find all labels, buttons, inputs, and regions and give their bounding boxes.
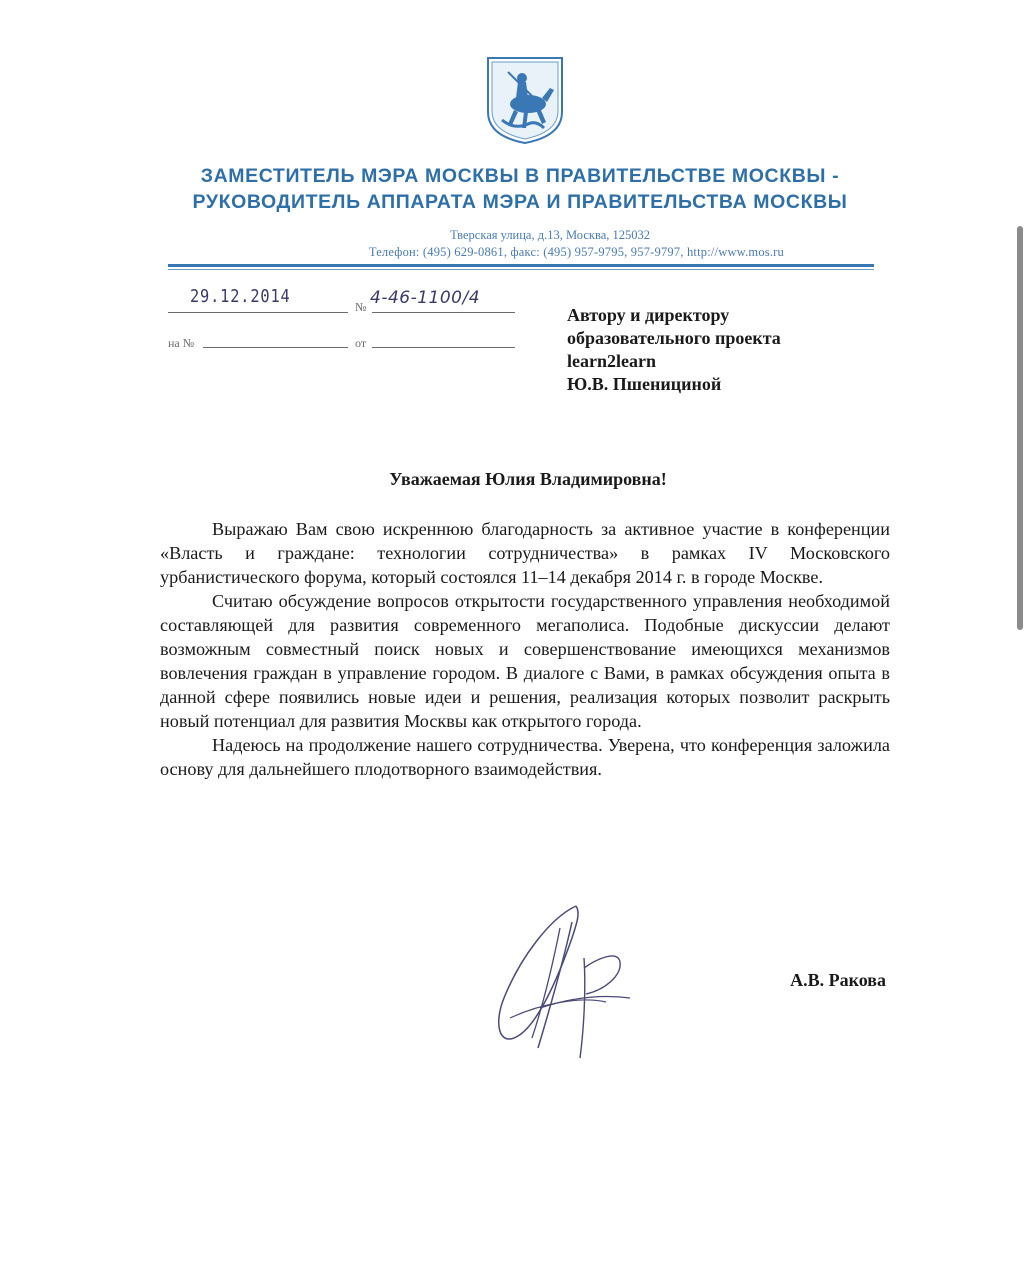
signer-name: А.В. Ракова <box>790 970 886 990</box>
header-rule-thin <box>168 269 874 270</box>
addressee-line: Ю.В. Пшенициной <box>567 374 722 394</box>
registration-number: 4-46-1100/4 <box>370 288 481 308</box>
addressee-line: Автору и директору <box>567 305 730 325</box>
handwritten-signature <box>480 898 680 1078</box>
registration-date: 29.12.2014 <box>190 286 291 307</box>
number-underline <box>372 312 515 313</box>
ref-date-underline <box>372 347 515 348</box>
header-contacts: Телефон: (495) 629-0861, факс: (495) 957-9795, 957-9797, http://www.mos.ru <box>368 245 784 259</box>
ref-date-label: от <box>355 336 367 350</box>
moscow-coat-of-arms-icon <box>484 54 566 146</box>
body-paragraph: Надеюсь на продолжение нашего сотрудничества. Уверена, что конференция заложила основу для дальнейшего плодотворного взаимодействия. <box>160 735 890 779</box>
header-title-line-1: ЗАМЕСТИТЕЛЬ МЭРА МОСКВЫ В ПРАВИТЕЛЬСТВЕ МОСКВЫ - <box>200 165 840 187</box>
scrollbar[interactable] <box>1017 226 1023 630</box>
letter-body <box>160 517 890 781</box>
date-underline <box>168 312 348 313</box>
ref-number-underline <box>203 347 348 348</box>
body-paragraph: Считаю обсуждение вопросов открытости государственного управления необходимой составляющей для развития современного мегаполиса. Подобные дискуссии делают возможным совместный поиск новых и совершенствование имеющихся механизмов вовлечения граждан в управление городом. В диалоге с Вами, в рамках обсуждения опыта в данной сфере появились новые идеи и решения, реализация которых позволит раскрыть новый потенциал для развития Москвы как открытого города. <box>160 591 890 731</box>
number-label: № <box>355 300 367 314</box>
header-address: Тверская улица, д.13, Москва, 125032 <box>450 228 650 242</box>
header-title-line-2: РУКОВОДИТЕЛЬ АППАРАТА МЭРА И ПРАВИТЕЛЬСТВА МОСКВЫ <box>192 191 848 213</box>
header-rule-thick <box>168 264 874 267</box>
addressee-line: образовательного проекта <box>567 328 781 348</box>
addressee-line: learn2learn <box>567 351 656 371</box>
ref-number-label: на № <box>168 336 195 350</box>
body-paragraph: Выражаю Вам свою искреннюю благодарность за активное участие в конференции «Власть и граждане: технологии сотрудничества» в рамках IV Московского урбанистического форума, который состоялся 11–14 декабря 2014 г. в городе Москве. <box>160 519 890 587</box>
salutation: Уважаемая Юлия Владимировна! <box>389 469 667 489</box>
addressee-block <box>567 304 867 396</box>
